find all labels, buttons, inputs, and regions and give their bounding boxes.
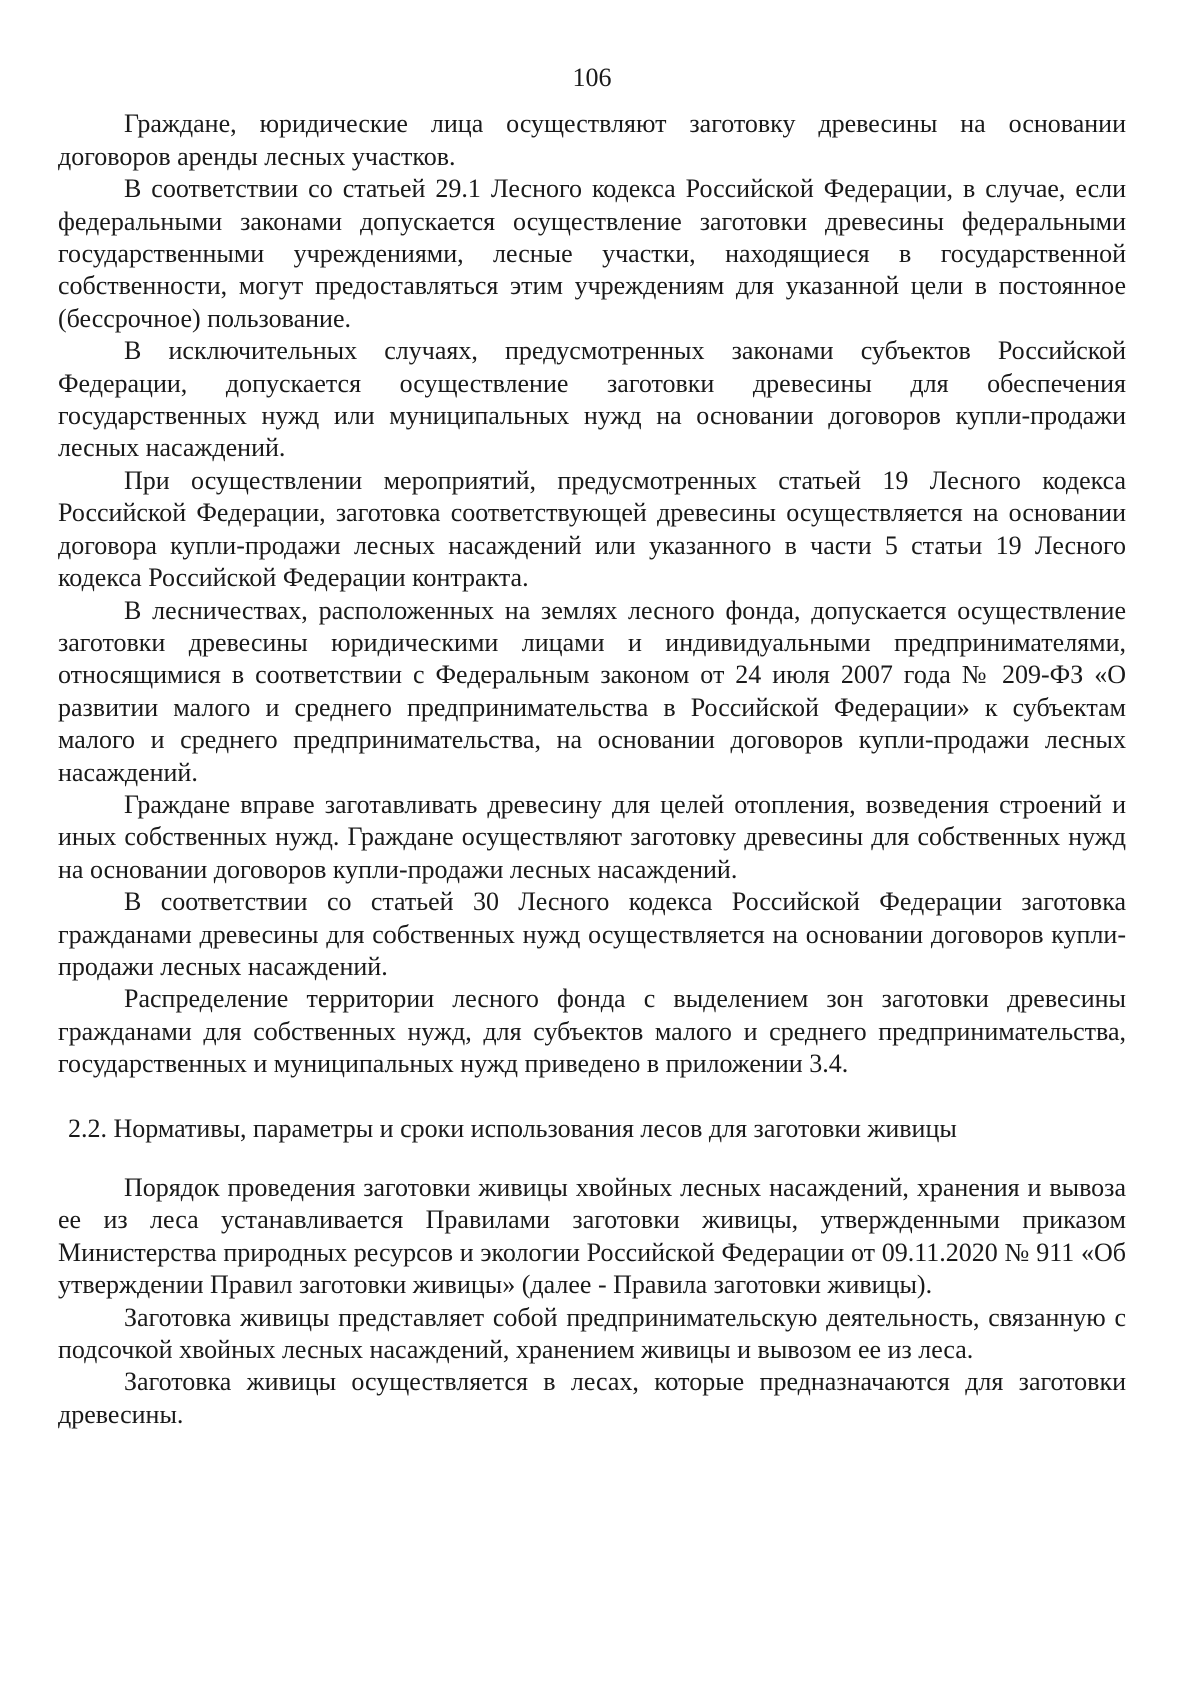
paragraph: Порядок проведения заготовки живицы хвойных лесных насаждений, хранения и вывоза ее из леса устанавливается Правилами заготовки живицы, утвержденными приказом Министерства природных ресурсов и экологии Российской Федерации от 09.11.2020 № 911 «Об утверждении Правил заготовки живицы» (далее - Правила заготовки живицы). (58, 1173, 1126, 1300)
paragraph: Распределение территории лесного фонда с выделением зон заготовки древесины гражданами для собственных нужд, для субъектов малого и среднего предпринимательства, государственных и муниципальных нужд приведено в приложении 3.4. (58, 984, 1126, 1079)
paragraph: В исключительных случаях, предусмотренных законами субъектов Российской Федерации, допускается осуществление заготовки древесины для обеспечения государственных нужд или муниципальных нужд на основании договоров купли-продажи лесных насаждений. (58, 336, 1126, 463)
paragraph: В соответствии со статьей 30 Лесного кодекса Российской Федерации заготовка гражданами древесины для собственных нужд осуществляется на основании договоров купли-продажи лесных насаждений. (58, 887, 1126, 981)
section-heading: 2.2. Нормативы, параметры и сроки использования лесов для заготовки живицы (68, 1113, 957, 1143)
paragraph: Заготовка живицы осуществляется в лесах, которые предназначаются для заготовки древесины. (58, 1367, 1126, 1429)
paragraph: В соответствии со статьей 29.1 Лесного кодекса Российской Федерации, в случае, если федеральными законами допускается осуществление заготовки древесины федеральными государственными учреждениями, лесные участки, находящиеся в государственной собственности, могут предоставляться этим учреждениям для указанной цели в постоянное (бессрочное) пользование. (58, 174, 1126, 333)
paragraph: Граждане вправе заготавливать древесину для целей отопления, возведения строений и иных собственных нужд. Граждане осуществляют заготовку древесины для собственных нужд на основании договоров купли-продажи лесных насаждений. (58, 789, 1126, 884)
paragraph: Заготовка живицы представляет собой предпринимательскую деятельность, связанную с подсочкой хвойных лесных насаждений, хранением живицы и вывозом ее из леса. (58, 1302, 1126, 1365)
paragraph: В лесничествах, расположенных на землях лесного фонда, допускается осуществление заготовки древесины юридическими лицами и индивидуальными предпринимателями, относящимися в соответствии с Федеральным законом от 24 июля 2007 года № 209-ФЗ «О развитии малого и среднего предпринимательства в Российской Федерации» к субъектам малого и среднего предпринимательства, на основании договоров купли-продажи лесных насаждений. (58, 595, 1126, 787)
page-number: 106 (572, 63, 612, 92)
paragraph: Граждане, юридические лица осуществляют заготовку древесины на основании договоров аренды лесных участков. (58, 109, 1126, 171)
paragraph: При осуществлении мероприятий, предусмотренных статьей 19 Лесного кодекса Российской Федерации, заготовка соответствующей древесины осуществляется на основании договора купли-продажи лесных насаждений или указанного в части 5 статьи 19 Лесного кодекса Российской Федерации контракта. (58, 465, 1126, 593)
document-page (58, 62, 1126, 1431)
body-text-before-heading (58, 108, 1126, 1080)
body-text-after-heading (58, 1172, 1126, 1431)
